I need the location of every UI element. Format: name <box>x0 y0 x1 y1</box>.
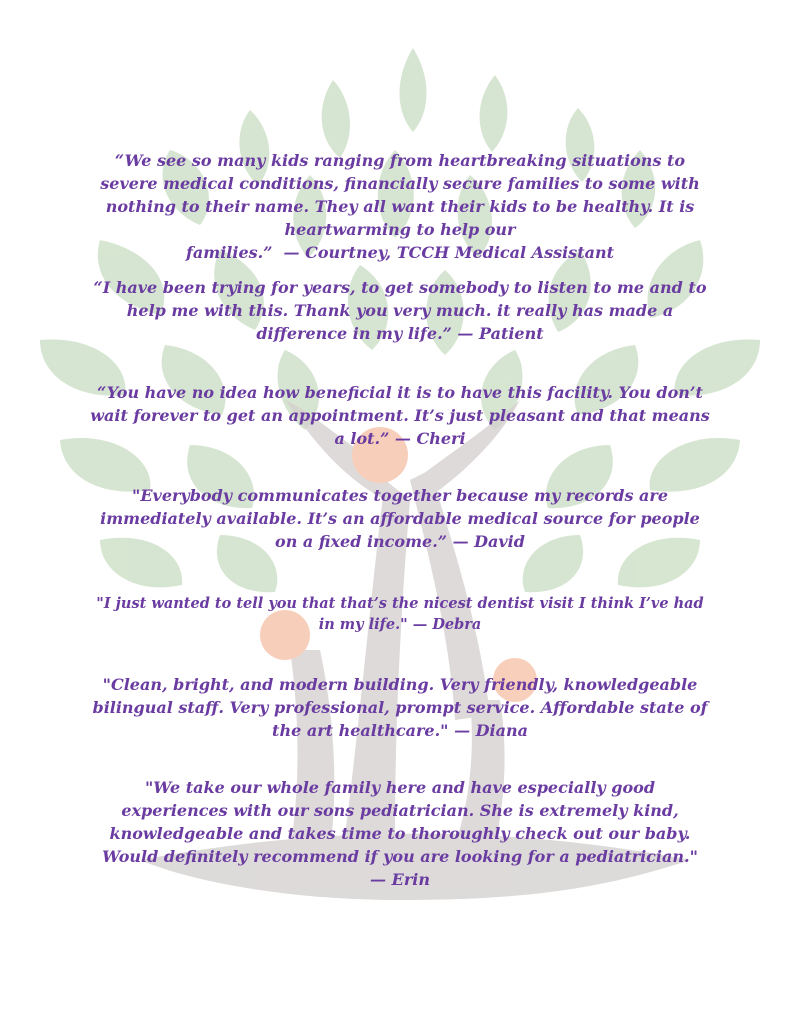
testimonial-diana <box>90 673 710 742</box>
testimonial-quote: "We take our whole family here and have especially good experiences with our sons pediatrician. She is extremely kind, knowledgeable and takes time to thoroughly check out our baby. Would definitely recommend if you are looking for a pediatrician." <box>102 778 698 866</box>
testimonial-attribution: — Cheri <box>394 429 466 448</box>
testimonial-attribution: — Erin <box>370 870 430 889</box>
testimonial-quote: "I just wanted to tell you that that’s the nicest dentist visit I think I’ve had in my life." <box>96 595 704 633</box>
testimonial-quote: “You have no idea how beneficial it is to have this facility. You don’t wait forever to get an appointment. It’s just pleasant and that means a lot.” <box>90 383 710 448</box>
testimonial-attribution: — Patient <box>457 324 544 343</box>
testimonial-debra <box>90 593 710 635</box>
testimonial-attribution: — Courtney, TCCH Medical Assistant <box>283 243 614 262</box>
testimonial-courtney <box>90 149 710 264</box>
testimonial-quote: "Everybody communicates together because my records are immediately available. It’s an affordable medical source for people on a fixed income.” <box>100 486 700 551</box>
testimonial-attribution: — David <box>452 532 525 551</box>
testimonial-attribution: — Debra <box>412 616 482 633</box>
testimonial-quote: "Clean, bright, and modern building. Very friendly, knowledgeable bilingual staff. Very professional, prompt service. Affordable state of the art healthcare." <box>92 675 708 740</box>
testimonial-cheri <box>90 381 710 450</box>
testimonial-quote: “I have been trying for years, to get somebody to listen to me and to help me with this. Thank you very much. it really has made a difference in my life.” <box>93 278 707 343</box>
testimonial-attribution: — Diana <box>454 721 528 740</box>
testimonial-david <box>90 484 710 553</box>
testimonial-quote: “We see so many kids ranging from heartbreaking situations to severe medical conditions, financially secure families to some with nothing to their name. They all want their kids to be healthy. It is heartwarming to help our families.” <box>100 151 700 262</box>
testimonial-patient <box>90 276 710 345</box>
testimonial-erin <box>90 776 710 891</box>
